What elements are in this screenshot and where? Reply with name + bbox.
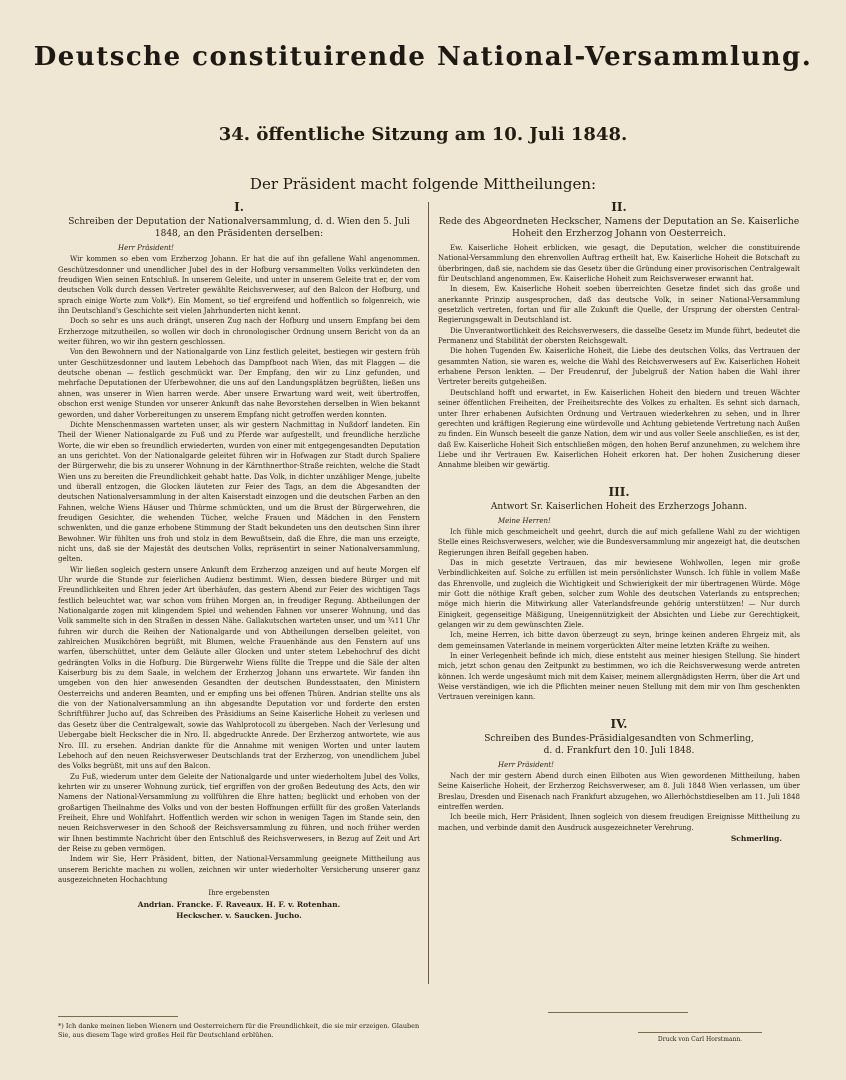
left-paragraph: Zu Fuß, wiederum unter dem Geleite der Nationalgarde und unter wiederholtem Jubel des Volks, kehrten wir zu unserer Wohnung zurück, tief ergriffen von der großen Bedeutung des Acts, den wir Namens der National-Versammlung zu vollführen die Ehre hatten; beglückt und erhoben von der großartigen Theilnahme des Volks und von der besten Hoffnungen erfüllt für des großen Vaterlands Freiheit, Ehre und Wohlfahrt. Hoffentlich werden wir schon in wenigen Tagen im Stande sein, den neuen Reichsverweser in den Schooß der Reichsversammlung zu führen, und noch früher werden wir Ihnen bestimmte Nachricht über den Entschluß des Reichsverwesers, in Bezug auf Zeit und Art der Reise zu geben vermögen.: [58, 772, 420, 853]
right-paragraph: In einer Verlegenheit befinde ich mich, diese entsteht aus meiner hiesigen Stellung. Sie hindert mich, jetzt schon genau den Zeitpunkt zu bestimmen, wo ich die Reichsverwesung werde antreten können. Ich werde ungesäumt mich mit dem Kaiser, meinem allergnädigsten Herrn, über die Art und Weise verständigen, wie ich die Pflichten meiner neuen Stellung mit dem mir von Ihm geschenkten Vertrauen vereinigen kann.: [438, 652, 800, 702]
right-paragraph: Die Unverantwortlichkeit des Reichsverwesers, die dasselbe Gesetz im Munde führt, bedeutet die Permanenz und Stabilität der obersten Reichsgewalt.: [438, 326, 800, 346]
section-numeral-3: III.: [608, 484, 630, 499]
right-paragraph: Ich fühle mich geschmeichelt und geehrt, durch die auf mich gefallene Wahl zu der wichtigen Stelle eines Reichsverwesers, welcher, wie die Bundesversammlung mir angezeigt hat, die deutschen Regierungen ihren Beifall gegeben haben.: [438, 527, 800, 557]
closing-formula: Ihre ergebensten: [208, 889, 270, 898]
section-numeral-1: I.: [234, 200, 244, 214]
right-column: [438, 200, 800, 844]
section-numeral-2: II.: [611, 200, 627, 214]
right-paragraph: Nach der mir gestern Abend durch einen Eilboten aus Wien gewordenen Mittheilung, haben Seine Kaiserliche Hoheit, der Erzherzog Reichsverweser, am 8. Juli 1848 Wien verlassen, um über Breslau, Dresden und Eisenach nach Frankfurt abzugehen, wo Allerhöchstdieselben am 11. Juli 1848 eintreffen werden.: [438, 772, 800, 812]
section-4-heading-2: d. d. Frankfurt den 10. Juli 1848.: [543, 745, 695, 756]
session-subtitle: 34. öffentliche Sitzung am 10. Juli 1848.: [218, 124, 628, 145]
column-divider: [428, 202, 429, 984]
president-announcement: Der Präsident macht folgende Mittheilungen:: [249, 175, 597, 193]
footnote-rule: [58, 1016, 178, 1017]
right-paragraph: Deutschland hofft und erwartet, in Ew. Kaiserlichen Hoheit den biedern und treuen Wächter seiner öffentlichen Freiheiten, der Freiheitsrechte des Volkes zu erhalten. Es sehnt sich darnach, unter Ihrer erhabenen Aufsichten Ordnung und Vertrauen wiederkehren zu sehen, und in Ihrer gerechten und kräftigen Regierung eine würdevolle und Achtung gebietende Vertretung nach Außen zu finden. Ein Wunsch beseelt die ganze Nation, dem wir und aus voller Seele anschließen, es ist der, daß Ew. Kaiserliche Hoheit Sich entschließen mögen, den hohen Beruf anzunehmen, zu welchem ihre Liebe und ihr Vertrauen Ew. Kaiserlichen Hoheit erkoren hat. Der hohen Zusicherung dieser Annahme bleiben wir gewärtig.: [438, 388, 800, 470]
printer-imprint: Druck von Carl Horstmann.: [657, 1036, 743, 1043]
end-rule-2: [638, 1032, 762, 1033]
left-paragraph: Wir kommen so eben vom Erzherzog Johann. Er hat die auf ihn gefallene Wahl angenommen. Geschützesdonner und unendlicher Jubel des in der Hofburg versammelten Volks verkündeten den freudigen Wien seinen Entschluß. In unserem Geleite, und unter in unserem Geleite trat er, der vom deutschen Volk durch dessen Vertreter gewählte Reichsverweser, auf den Balcon der Hofburg, und sprach einige Worte zum Volk*). Ein Moment, so tief ergreifend und hoffentlich so folgenreich, wie ihn Deutschland's Geschichte seit vielen Jahrhunderten nicht kennt.: [58, 255, 420, 316]
section-4-salutation: Herr Präsident!: [498, 760, 554, 769]
section-3-salutation: Meine Herren!: [498, 516, 551, 525]
end-rule-1: [548, 1012, 688, 1013]
document-title: Deutsche constituirende National-Versammlung.: [33, 42, 813, 72]
section-1-heading: Schreiben der Deputation der Nationalversammlung, d. d. Wien den 5. Juli 1848, an den Präsidenten derselben:: [68, 217, 410, 239]
section-3-heading: Antwort Sr. Kaiserlichen Hoheit des Erzherzogs Johann.: [490, 501, 748, 512]
left-paragraph: Indem wir Sie, Herr Präsident, bitten, der National-Versammlung geeignete Mittheilung aus unserem Berichte machen zu wollen, zeichnen wir unter wiederholter Versicherung unserer ganz ausgezeichneten Hochachtung: [58, 855, 420, 884]
left-paragraph: Von den Bewohnern und der Nationalgarde von Linz festlich geleitet, bestiegen wir gestern früh unter Geschützesdonner und lautem Lebehoch das Dampfboot nach Wien, das mit Flaggen — die deutsche obenan — festlich geschmückt war. Der Empfang, den wir zu Linz gefunden, und mehrfache Deputationen der Uferbewohner, die uns auf den Landungsplätzen begrüßten, ließen uns ahnen, was unserer in Wien harren werde. Aber unsere Erwartung ward weit, weit übertroffen, obschon erst wenige Stunden vor unserer Ankunft das nahe Bevorstehen derselben in Wien bekannt geworden, und daher Vorbereitungen zu unserem Empfang nicht getroffen werden konnten.: [58, 348, 420, 419]
signatures-line-2: Heckscher. v. Saucken. Jucho.: [176, 910, 302, 920]
section-numeral-4: IV.: [610, 716, 628, 731]
left-paragraph: Doch so sehr es uns auch drängt, unseren Zug nach der Hofburg und unsern Empfang bei dem Erzherzoge mitzutheilen, so wollen wir doch in chronologischer Ordnung unsern Bericht von da an weiter führen, wo wir ihn gestern geschlossen.: [58, 317, 420, 347]
footnote: *) Ich danke meinen lieben Wienern und Oesterreichern für die Freundlichkeit, die sie mir erzeigen. Glauben Sie, aus diesem Tage wird großes Heil für Deutschland erblühen.: [58, 1022, 420, 1039]
left-paragraph: Wir ließen sogleich gestern unsere Ankunft dem Erzherzog anzeigen und auf heute Morgen elf Uhr wurde die Stunde zur feierlichen Audienz bestimmt. Wien, dessen biedere Bürger und mit Freundlichkeiten und Ehren jeder Art überhäufen, das gestern Abend zur Feier des wichtigen Tags festlich beleuchtet war, war schon vom frühen Morgen an, in freudiger Regung. Abtheilungen der Nationalgarde zogen mit klingendem Spiel und wehenden Fahnen vor unserer Wohnung, und das Volk sammelte sich in den Straßen in dessen Nähe. Gallakutschen warteten unser, und um ¾11 Uhr fuhren wir durch die Reihen der Nationalgarde und von Abtheilungen derselben geleitet, von zahlreichen Musikchören begrüßt, mit Blumen, welche Frauenhände aus den Fenstern auf uns warfen, überschüttet, unter dem Geläute aller Glocken und unter stetem Lebehochruf des dicht gedrängten Volks in die Hofburg. Die Bürgerwehr Wiens füllte die Treppe und die Säle der alten Kaiserburg bis zu dem Saale, in welchem der Erzherzog Johann uns erwartete. Wir fanden ihn umgeben von den hier anwesenden Gesandten der deutschen Bundesstaaten, den Ministern Oesterreichs und anderen Beamten, und er empfing uns bei offenen Thüren. Andrian stellte uns als die von der Nationalversammlung an ihn abgesandte Deputation vor und forderte den ersten Schriftführer Jucho auf, das Schreiben des Präsidiums an Seine Kaiserliche Hoheit zu verlesen und das Gesetz über die Centralgewalt, sowie das Wahlprotocoll zu übergeben. Nach der Verlesung und Uebergabe bielt Heckscher die in Nro. II. abgedruckte Anrede. Der Erzherzog antwortete, wie aus Nro. III. zu ersehen. Andrian dankte für die Annahme mit wenigen Worten und unter lautem Lebehoch auf den neuen Reichsverweser Deutschlands trat der Erzherzog, von unendlichem Jubel des Volks begrüßt, mit uns auf den Balcon.: [58, 565, 420, 771]
schmerling-signature: Schmerling.: [730, 834, 782, 844]
section-1-salutation: Herr Präsident!: [118, 244, 174, 252]
right-paragraph: Die hohen Tugenden Ew. Kaiserliche Hoheit, die Liebe des deutschen Volks, das Vertrauen der gesammten Nation, sie waren es, welche die Wahl des Reichsverwesers auf Ew. Kaiserlichen Hoheit erhabene Person lenkten. — Der Freudenruf, der Jubelgruß der Nation haben die Wahl ihrer Vertreter bereits gutgeheißen.: [438, 347, 800, 387]
right-paragraph: Das in mich gesetzte Vertrauen, das mir bewiesene Wohlwollen, legen mir große Verbindlichkeiten auf. Solche zu erfüllen ist mein persönlichster Wunsch. Ich fühle in vollem Maße das Ehrenvolle, und zugleich die Wichtigkeit und Schwierigkeit der mir übertragenen Würde. Möge mir Gott die nöthige Kraft geben, solcher zum Wohle des deutschen Vaterlands zu entsprechen; möge mich hierin die Mitwirkung aller Vaterlandsfreunde gehörig unterstützen! — Nur durch Einigkeit, gegenseitige Mäßigung, Uneigennützigkeit der Absichten und Liebe zur Gerechtigkeit, gelangen wir zu dem gewünschten Ziele.: [438, 558, 800, 629]
signatures-line-1: Andrian. Francke. F. Raveaux. H. F. v. Rotenhan.: [137, 899, 341, 909]
section-2-heading: Rede des Abgeordneten Heckscher, Namens der Deputation an Se. Kaiserliche Hoheit den Erzherzog Johann von Oesterreich.: [438, 217, 800, 239]
left-paragraph: Dichte Menschenmassen warteten unser, als wir gestern Nachmittag in Nußdorf landeten. Ein Theil der Wiener Nationalgarde zu Fuß und zu Pferde war aufgestellt, und freundliche herzliche Worte, die wir eben so freundlich erwiederten, wurden von einer mit entgegengesandten Deputation an uns gerichtet. Von der Nationalgarde geleitet führen wir in Hofwagen zur Stadt durch Spaliere der Bürgerwehr, die bis zu unserer Wohnung in der Kärnthnerthor-Straße reichten, welche die Stadt Wien uns zu bereiten die Freundlichkeit gehabt hatte. Das Volk, in dichter unzähliger Menge, jubelte und überall entzogen, die Glocken läuteten zur Feier des Tags, an dem die Abgesandten der deutschen Nationalversammlung in der alten Kaiserstadt einzogen und die deutschen Farben an den Fahnen, welche Wiens Häuser und Thürme schmückten, und um die Brust der Bürgerwehren, die freudigen Gesichter, die wehenden Tücher, welche Frauen und Mädchen in den Fenstern schwenkten, und die ganze erhobene Stimmung der Stadt bekundeten uns den deutschen Sinn ihrer Bewohner. Wir fühlten uns froh und stolz in dem Bewußtsein, daß die Ehre, die man uns erzeigte, nicht uns, daß sie der Majestät des deutschen Volks, repräsentirt in seiner Nationalversammlung, gelten.: [58, 420, 420, 564]
right-paragraph: In diesem, Ew. Kaiserliche Hoheit soeben überreichten Gesetze findet sich das große und anerkannte Prinzip ausgesprochen, daß das deutsche Volk, in seiner National-Versammlung gesetzlich vertreten, fortan und für alle Zukunft die Quelle, der Ursprung der obersten Central-Regierungsgewalt in Deutschland ist.: [438, 285, 800, 325]
section-4-heading-1: Schreiben des Bundes-Präsidialgesandten von Schmerling,: [484, 733, 754, 744]
left-column: [58, 200, 420, 921]
right-paragraph: Ich beeile mich, Herr Präsident, Ihnen sogleich von diesem freudigen Ereignisse Mittheilung zu machen, und verbinde damit den Ausdruck ausgezeichneter Verehrung.: [438, 813, 800, 832]
right-paragraph: Ew. Kaiserliche Hoheit erblicken, wie gesagt, die Deputation, welcher die constituirende National-Versammlung den ehrenvollen Auftrag ertheilt hat, Ew. Kaiserliche Hoheit die Botschaft zu überbringen, daß sie, nachdem sie das Gesetz über die Gründung einer provisorischen Centralgewalt für Deutschland angenommen, Ew. Kaiserliche Hoheit zum Reichsverweser erwannt hat.: [438, 244, 800, 284]
right-paragraph: Ich, meine Herren, ich bitte davon überzeugt zu seyn, bringe keinen anderen Ehrgeiz mit, als dem gemeinsamen Vaterlande in meinem vorgerückten Alter meine letzten Kräfte zu weihen.: [438, 631, 800, 650]
